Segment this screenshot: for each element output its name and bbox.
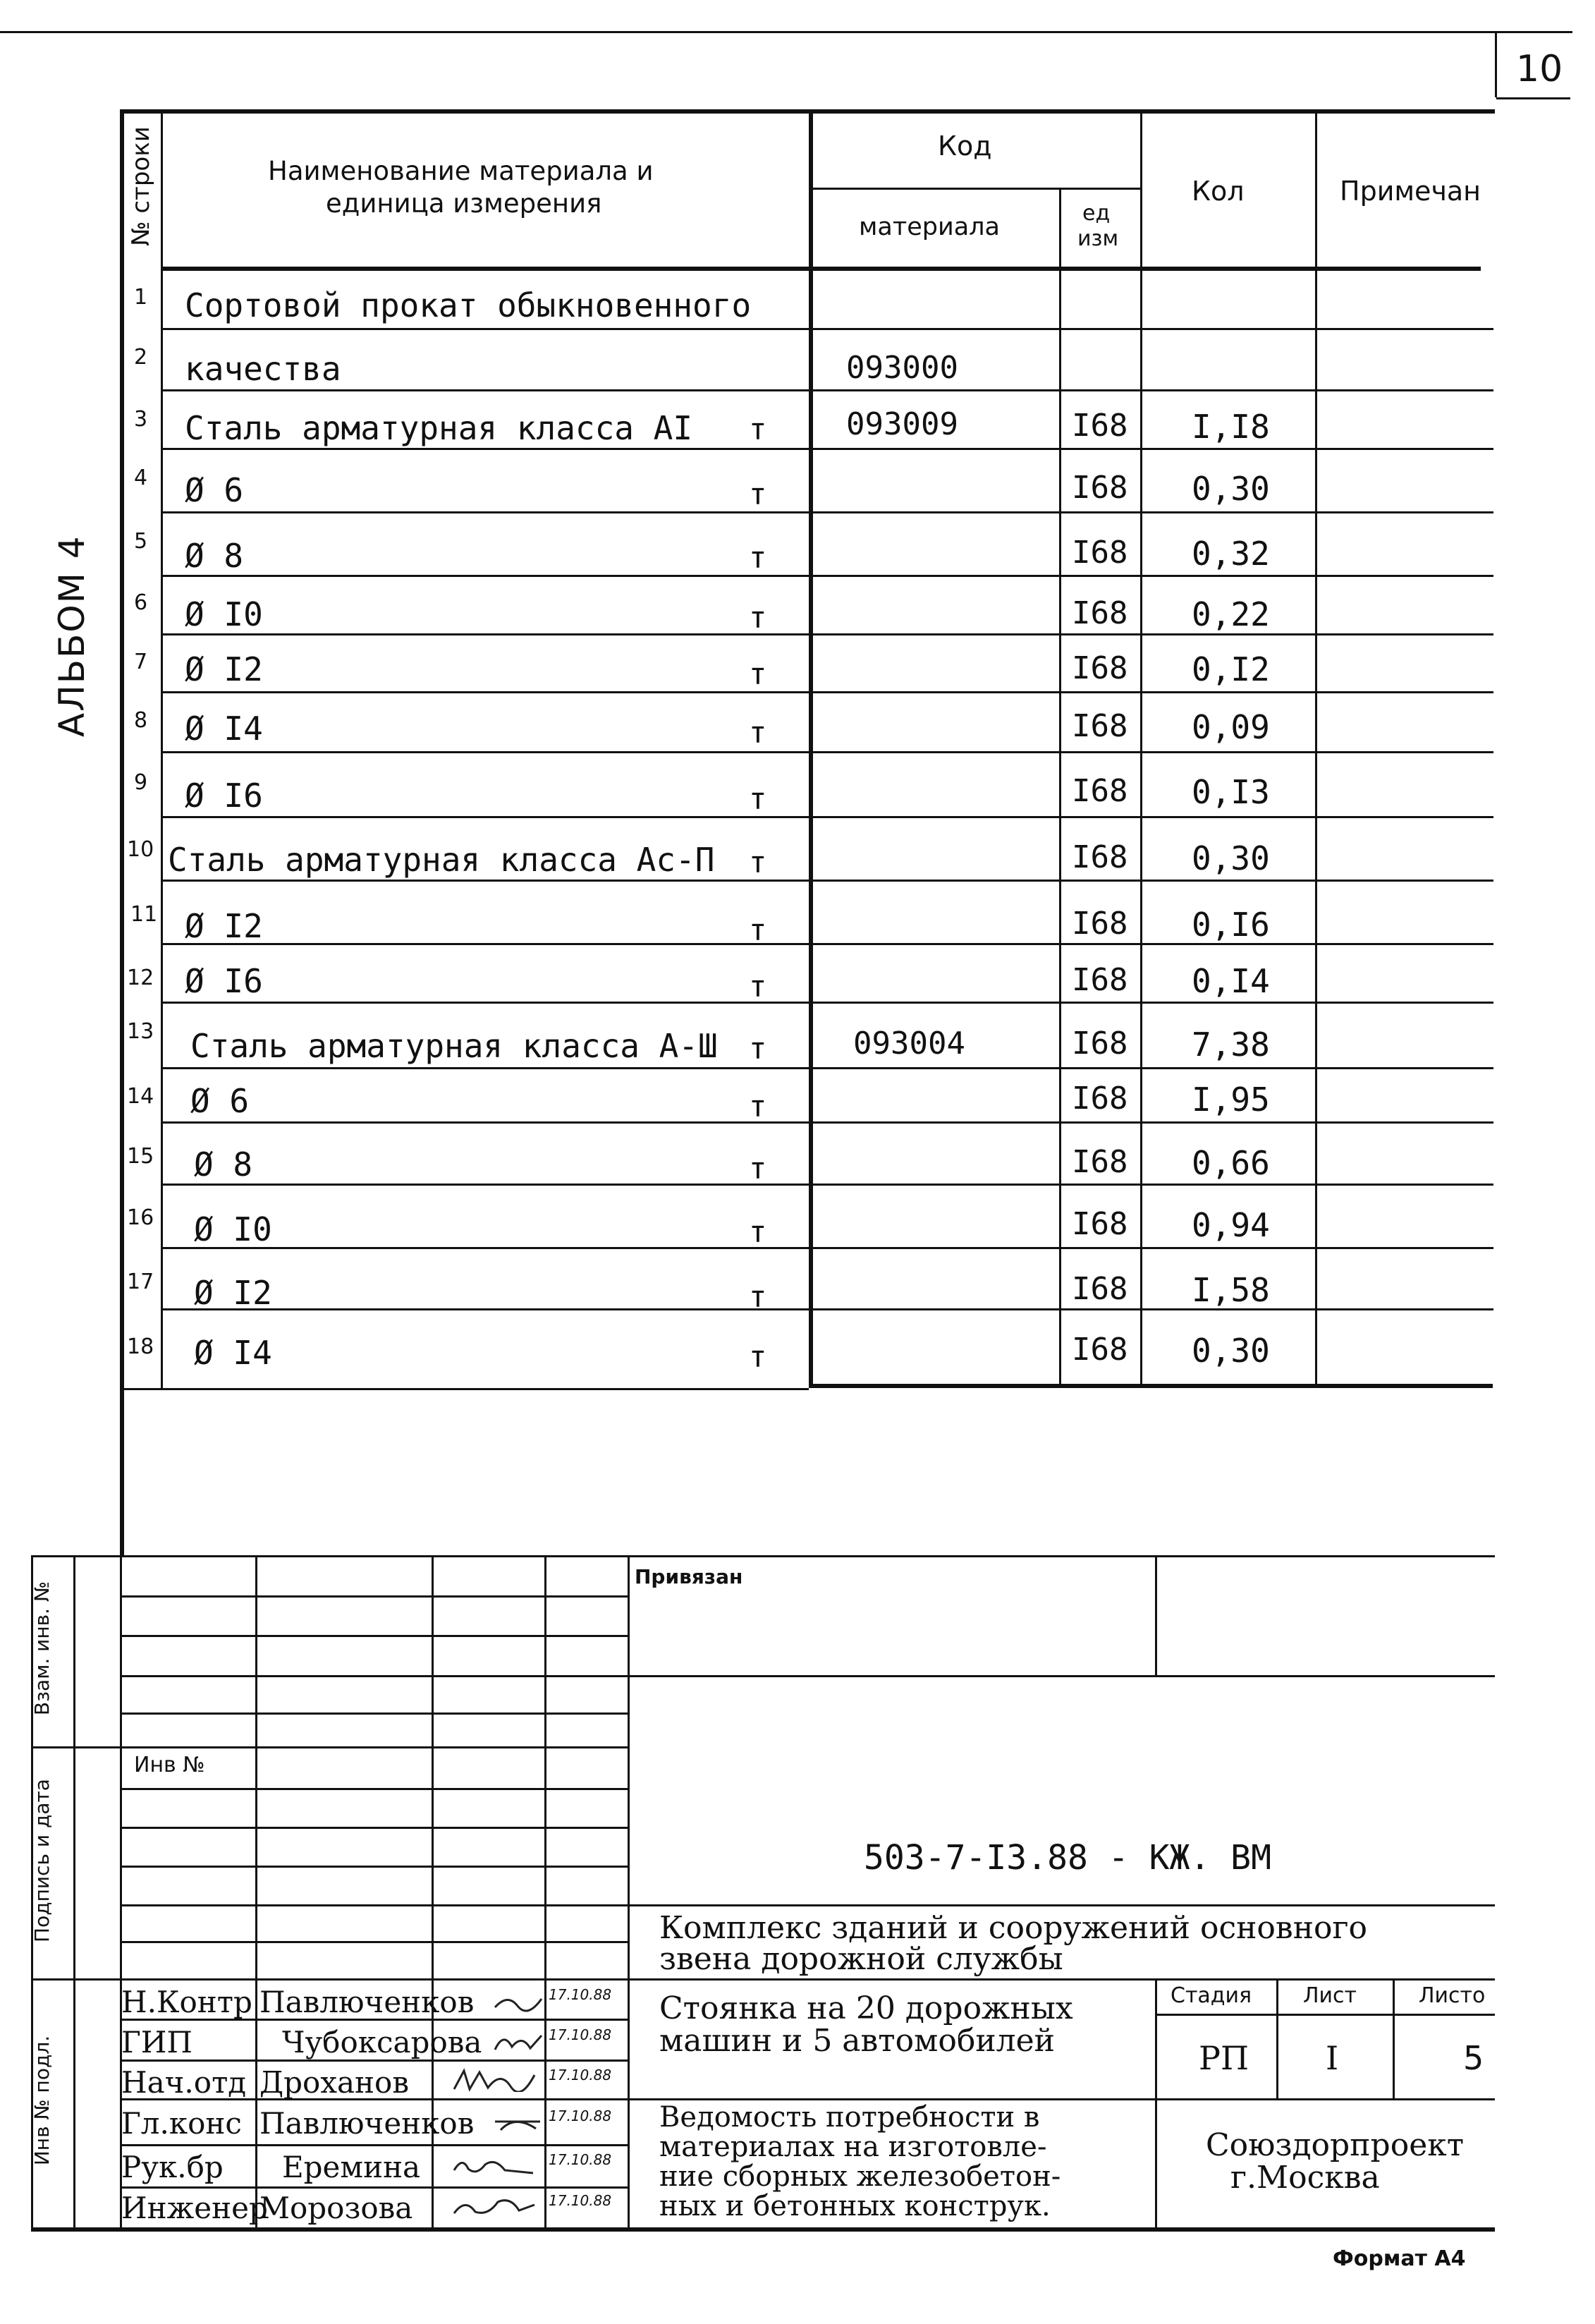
col-divider-rowno: [161, 111, 163, 1388]
signature-mark: [451, 2155, 536, 2179]
quantity: 0,I3: [1192, 773, 1270, 811]
row-line: [161, 1121, 1493, 1124]
quantity: 0,30: [1192, 1332, 1270, 1370]
material-name: Сталь арматурная класса А-Ш: [190, 1027, 718, 1065]
measure-unit: т: [749, 1215, 767, 1249]
row-number: 9: [134, 770, 148, 795]
doc-code-bottom-line: [628, 1904, 1495, 1906]
row-line: [161, 511, 1493, 513]
signer-role: Инженер: [121, 2191, 268, 2225]
row-number: 4: [134, 466, 148, 490]
signature-mark: [451, 2068, 536, 2092]
material-name: Сталь арматурная класса Ас-П: [168, 841, 715, 879]
header-code: Код: [938, 130, 992, 162]
signature-mark: [451, 2195, 536, 2219]
row-line: [161, 816, 1493, 818]
privyazan-label: Привязан: [635, 1565, 743, 1588]
col-divider-unit: [1140, 111, 1142, 1388]
object-line-1: Стоянка на 20 дорожных: [659, 1990, 1073, 2026]
signature-mark: [494, 2109, 543, 2133]
organization-line-1: Союздорпроект: [1206, 2127, 1465, 2163]
signer-name: Дроханов: [259, 2065, 409, 2100]
quantity: 0,09: [1192, 708, 1270, 746]
signer-date: 17.10.88: [549, 2107, 612, 2124]
row-line: [161, 751, 1493, 753]
title-block-bottom-line: [31, 2227, 1495, 2232]
quantity: 0,I4: [1192, 962, 1270, 1000]
row-line: [161, 880, 1493, 882]
organization-line-2: г.Москва: [1230, 2160, 1380, 2196]
unit-code: I68: [1072, 470, 1128, 506]
title-block-top-line: [31, 1555, 1495, 1557]
signer-role: Нач.отд: [121, 2065, 247, 2100]
stage-value: РП: [1199, 2039, 1249, 2077]
row-line: [161, 1247, 1493, 1249]
quantity: 0,I2: [1192, 650, 1270, 688]
quantity: 7,38: [1192, 1026, 1270, 1064]
tb-row-line: [120, 1941, 628, 1943]
material-name: Ø I0: [194, 1210, 272, 1248]
measure-unit: т: [749, 540, 767, 575]
material-name: Ø I6: [185, 962, 263, 1000]
header-row-number: № строки: [127, 126, 155, 246]
unit-code: I68: [1072, 408, 1128, 444]
tb-col-5: [628, 1555, 630, 2229]
material-name: Ø I2: [185, 907, 263, 945]
stage-header-line: [1155, 2014, 1495, 2016]
signer-name: Павлюченков: [259, 2106, 475, 2141]
unit-code: I68: [1072, 595, 1128, 631]
side-stamp-vzam: Взам. инв. №: [30, 1581, 54, 1716]
unit-code: I68: [1072, 1206, 1128, 1242]
material-code: 093004: [853, 1026, 965, 1061]
row-number: 10: [127, 837, 154, 862]
measure-unit: т: [749, 969, 767, 1004]
measure-unit: т: [749, 477, 767, 511]
measure-unit: т: [749, 1089, 767, 1124]
tb-col-4: [544, 1555, 546, 2229]
signature-mark: [494, 2030, 543, 2054]
unit-code: I68: [1072, 1271, 1128, 1307]
row-number: 12: [127, 966, 154, 990]
tb-row-line: [120, 1788, 628, 1790]
measure-unit: т: [749, 715, 767, 750]
row-line: [161, 1308, 1493, 1310]
header-quantity: Кол: [1192, 176, 1245, 207]
row-number: 2: [134, 345, 148, 370]
row-line: [161, 633, 1493, 635]
row-number: 14: [127, 1084, 154, 1109]
sheet-label: Лист: [1303, 1983, 1357, 2008]
stage-col-divider-1: [1276, 1978, 1278, 2098]
row-number: 5: [134, 529, 148, 554]
quantity: 0,30: [1192, 470, 1270, 508]
tb-row-line: [120, 1827, 628, 1829]
material-name: Ø 8: [185, 537, 244, 575]
material-name: Ø I2: [185, 650, 263, 688]
material-name: Сталь арматурная класса АI: [185, 409, 693, 447]
material-name: Ø 8: [194, 1145, 253, 1184]
material-name: качества: [185, 350, 341, 388]
unit-code: I68: [1072, 650, 1128, 686]
unit-code: I68: [1072, 1332, 1128, 1368]
material-name: Ø 6: [185, 471, 244, 509]
row-line: [161, 1184, 1493, 1186]
sheet-title-line-1: Ведомость потребности в: [659, 2101, 1040, 2134]
header-code-split: [809, 188, 1140, 190]
measure-unit: т: [749, 1151, 767, 1186]
side-stamp-divider: [73, 1555, 75, 2229]
tb-row-line: [120, 2060, 628, 2062]
tb-row-line: [120, 1635, 628, 1637]
quantity: 0,66: [1192, 1144, 1270, 1182]
table-bottom-line: [809, 1384, 1493, 1388]
sheet-value: I: [1326, 2039, 1339, 2077]
tb-row-line: [120, 1746, 628, 1748]
row-line: [161, 943, 1493, 945]
tb-row-line: [120, 1904, 628, 1906]
signer-role: Гл.конс: [121, 2106, 242, 2141]
main-frame-left: [120, 109, 124, 1555]
side-stamp-inv-podl: Инв № подл.: [30, 2035, 54, 2166]
measure-unit: т: [749, 600, 767, 635]
unit-code: I68: [1072, 535, 1128, 571]
row-line: [161, 1002, 1493, 1004]
row-number: 13: [127, 1019, 154, 1044]
sheet-title-line-4: ных и бетонных конструк.: [659, 2190, 1051, 2222]
tb-row-line: [120, 2186, 628, 2189]
project-line-2: звена дорожной службы: [659, 1941, 1063, 1977]
row-line: [161, 1067, 1493, 1069]
material-name: Ø I6: [185, 777, 263, 815]
measure-unit: т: [749, 1031, 767, 1066]
col-divider-qty: [1315, 111, 1317, 1388]
header-name-line1: Наименование материала и: [268, 156, 654, 186]
sheet-title-line-2: материалах на изготовле-: [659, 2131, 1047, 2163]
row-line: [161, 389, 1493, 391]
object-bottom-line: [628, 2098, 1495, 2100]
quantity: 0,30: [1192, 839, 1270, 877]
format-label: Формат А4: [1333, 2246, 1466, 2271]
signer-name: Чубоксарова: [282, 2025, 482, 2060]
row-number: 3: [134, 407, 148, 432]
material-name: Сортовой прокат обыкновенного: [185, 286, 752, 324]
signer-role: Н.Контр: [121, 1985, 252, 2019]
signer-date: 17.10.88: [549, 2192, 612, 2209]
unit-code: I68: [1072, 1081, 1128, 1117]
row-number: 17: [127, 1270, 154, 1294]
side-stamp-split-2: [31, 1978, 123, 1981]
measure-unit: т: [749, 1339, 767, 1374]
row-number: 11: [130, 902, 158, 927]
material-name: Ø I4: [194, 1334, 272, 1372]
side-stamp-podpis: Подпись и дата: [30, 1779, 54, 1942]
row-number: 8: [134, 708, 148, 733]
row-line: [161, 328, 1493, 330]
signer-name: Павлюченков: [259, 1985, 475, 2019]
quantity: 0,94: [1192, 1206, 1270, 1244]
main-frame-top: [120, 109, 1495, 114]
header-note: Примечан: [1340, 176, 1481, 207]
signer-date: 17.10.88: [549, 2026, 612, 2043]
measure-unit: т: [749, 845, 767, 880]
sheet-title-line-3: ние сборных железобетон-: [659, 2160, 1061, 2193]
measure-unit: т: [749, 1279, 767, 1314]
signer-date: 17.10.88: [549, 1986, 612, 2003]
measure-unit: т: [749, 781, 767, 816]
material-name: Ø I4: [185, 710, 263, 748]
tb-row-line: [120, 1595, 628, 1598]
measure-unit: т: [749, 657, 767, 691]
object-line-2: машин и 5 автомобилей: [659, 2023, 1055, 2059]
signer-date: 17.10.88: [549, 2151, 612, 2168]
measure-unit: т: [749, 412, 767, 446]
row-number: 18: [127, 1334, 154, 1359]
side-stamp-split-1: [31, 1746, 123, 1748]
privyazan-bottom-line: [628, 1675, 1495, 1677]
col-divider-name: [809, 111, 813, 1388]
page-number-underline: [1496, 97, 1570, 99]
header-code-unit-line2: изм: [1077, 226, 1119, 251]
measure-unit: т: [749, 913, 767, 947]
quantity: I,I8: [1192, 408, 1270, 446]
sheets-value: 5: [1463, 2039, 1484, 2077]
tb-row-line: [120, 1712, 628, 1715]
document-code: 503-7-I3.88 - КЖ. ВМ: [864, 1838, 1271, 1878]
tb-row-line: [120, 1866, 628, 1868]
signer-role: ГИП: [121, 2025, 193, 2060]
sheets-label: Листо: [1419, 1983, 1486, 2008]
page-number-divider: [1495, 32, 1497, 97]
unit-code: I68: [1072, 906, 1128, 942]
material-code: 093000: [846, 350, 958, 386]
unit-code: I68: [1072, 962, 1128, 998]
project-line-1: Комплекс зданий и сооружений основного: [659, 1910, 1368, 1946]
unit-code: I68: [1072, 773, 1128, 809]
row-number: 1: [134, 285, 148, 310]
page-number: 10: [1516, 48, 1563, 90]
signature-mark: [494, 1990, 543, 2014]
header-name-line2: единица измерения: [326, 188, 602, 219]
col-divider-code: [1059, 188, 1061, 1388]
row-line: [161, 448, 1493, 450]
row-line: [161, 691, 1493, 693]
album-label: АЛЬБОМ 4: [51, 535, 92, 737]
tb-row-line: [120, 1675, 628, 1677]
tb-row-line: [120, 2144, 628, 2146]
material-name: Ø I0: [185, 595, 263, 633]
unit-code: I68: [1072, 839, 1128, 875]
signer-date: 17.10.88: [549, 2067, 612, 2083]
tb-row-line: [120, 1978, 628, 1981]
quantity: I,58: [1192, 1271, 1270, 1309]
stage-label: Стадия: [1171, 1983, 1252, 2008]
signer-name: Еремина: [282, 2150, 421, 2184]
privyazan-divider: [1155, 1555, 1157, 1675]
row-number: 15: [127, 1144, 154, 1169]
material-name: Ø I2: [194, 1274, 272, 1312]
inv-number-label: Инв №: [134, 1753, 205, 1777]
project-bottom-line: [628, 1978, 1495, 1981]
unit-code: I68: [1072, 1144, 1128, 1180]
row-number: 16: [127, 1205, 154, 1230]
quantity: 0,I6: [1192, 906, 1270, 944]
top-edge-line: [0, 31, 1572, 33]
quantity: I,95: [1192, 1081, 1270, 1119]
row-number: 6: [134, 590, 148, 615]
signer-role: Рук.бр: [121, 2150, 224, 2184]
row-line: [161, 575, 1493, 577]
header-bottom-line: [161, 267, 1481, 271]
material-code: 093009: [846, 406, 958, 442]
header-code-unit-line1: ед: [1082, 201, 1111, 226]
unit-code: I68: [1072, 708, 1128, 744]
table-bottom-line-left: [120, 1388, 809, 1390]
material-name: Ø 6: [190, 1082, 250, 1120]
stage-col-divider-2: [1393, 1978, 1395, 2098]
header-code-material: материала: [859, 213, 1001, 241]
quantity: 0,22: [1192, 595, 1270, 633]
stage-block-left: [1155, 1978, 1157, 2229]
row-number: 7: [134, 650, 148, 674]
tb-col-2: [255, 1555, 257, 2229]
signer-name: Морозова: [259, 2191, 413, 2225]
unit-code: I68: [1072, 1026, 1128, 1061]
quantity: 0,32: [1192, 535, 1270, 573]
